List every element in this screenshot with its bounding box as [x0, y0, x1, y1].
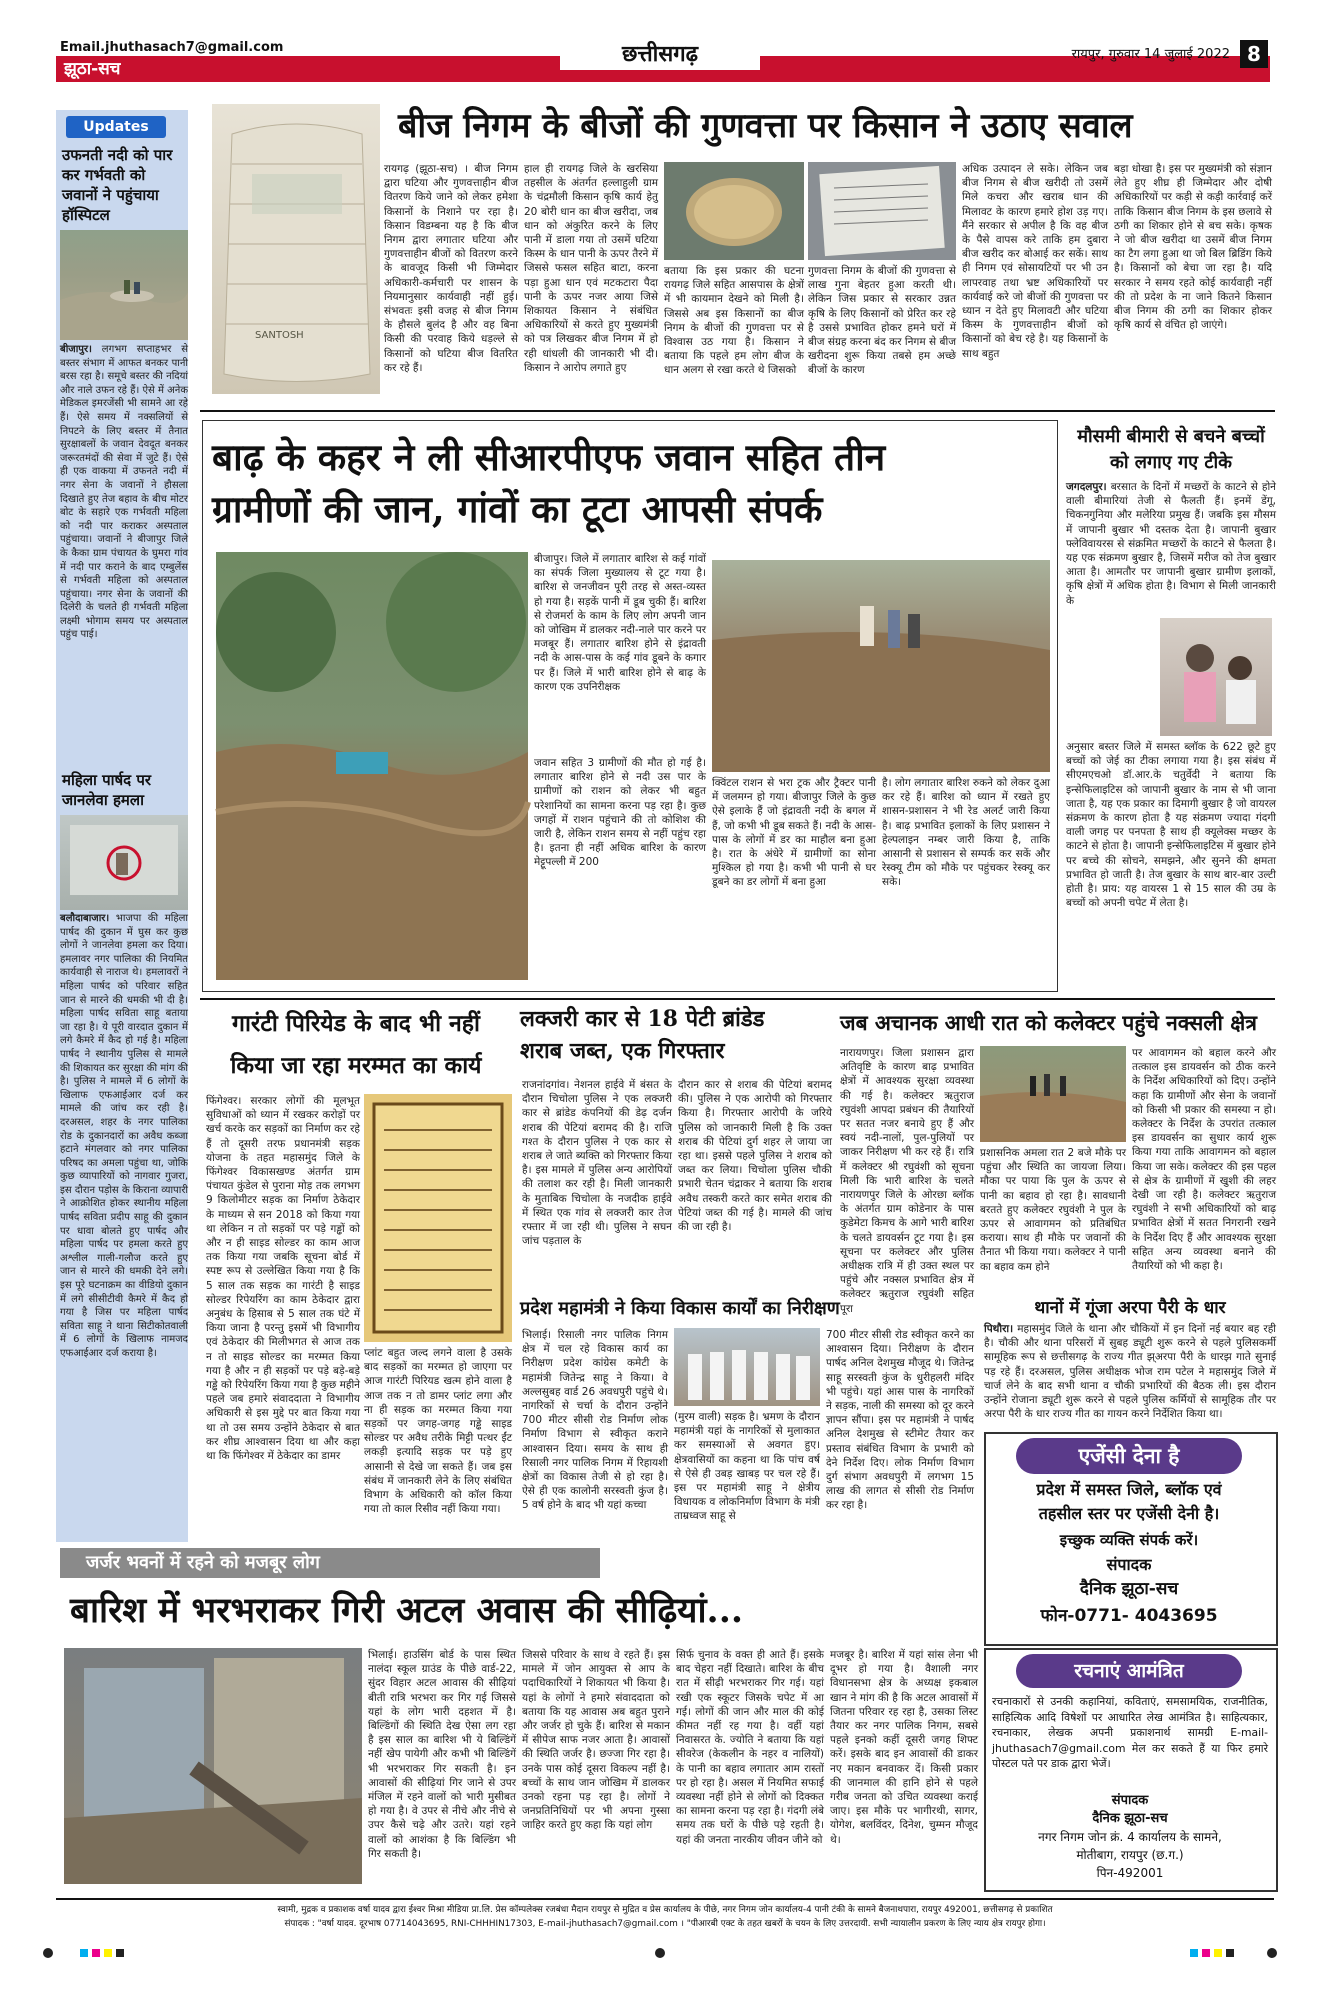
atal-photo [64, 1648, 362, 1884]
agency-ad-line1: प्रदेश में समस्त जिले, ब्लॉक एवं [1036, 1480, 1222, 1499]
updates-story1-dateline: बीजापुर। [60, 344, 92, 355]
vaccine-photo [1160, 618, 1272, 736]
section-title: छत्तीसगढ़ [560, 40, 760, 70]
vaccine-body1-narrow [1066, 620, 1156, 738]
agency-ad-line2: तहसील स्तर पर एजेंसी देनी है। [1038, 1504, 1220, 1523]
registration-marks [40, 1945, 1280, 1959]
guarantee-col2: प्लांट बहुत जल्द लगने वाला है उसके बाद सड़कों का मरम्मत हो जाएगा पर आज गारंटी पिरियड खत्म होने वाला है आज तक न तो डामर प्लांट लगा और ना ही सड़क का मरम्मत किया गया सड़कों पर जगह-जगह गड्ढे साइड सोल्डर पर अवैध तरीके मिट्टी पत्थर ईंट लकड़ी इत्यादि सड़क पर पड़े हुए आसानी से देखे जा सकते हैं। जब इस संबंध में जानकारी लेने के लिए संबंधित विभाग के अधिकारी को कॉल किया गया तो काल रिसीव नहीं किया गया। [364, 1347, 512, 1516]
seeds-col5: अधिक उत्पादन ले सके। लेकिन जब बीज निगम से बीज खरीदी तो उसमें मिले कचरा और खराब धान की मिलावट के कारण हमारे होश उड़ गए। मैंने सरकार से अपील है कि वह बीज के पैसे वापस करे ताकि हम दुबारा बीज खरीद कर बोआई कर सकें। साथ ही निगम एवं सोसायटियों पर भी उन लापरवाह तथा भ्रष्ट अधिकारियों पर कार्यवाई करे जो बीजों की गुणवत्ता पर ध्यान न देते हुए मिलावटी और घटिया किस्म के गुणवत्ताहीन बीजों को किसानों को बेच रहे है। यह किसानों के साथ बहुत [962, 163, 1108, 360]
liquor-headline-line2: शराब जब्त, एक गिरफ्तार [520, 1038, 725, 1064]
collector-col1: नारायणपुर। जिला प्रशासन द्वारा अतिवृष्टि के कारण बाढ़ प्रभावित क्षेत्रों में आवश्यक सुरक्षा व्यवस्था की गई है। कलेक्टर ऋतुराज रघुवंशी आपदा प्रबंधन की तैयारियों पर सतत नजर बनाये हुए हैं और स्वयं नदी-नालों, पुल-पुलियों पर जाकर निरीक्षण भी कर रहे हैं। रात्रि में कलेक्टर श्री रघुवंशी को सूचना मिली कि भारी बारिश के चलते नारायणपुर जिले के ओरछा ब्लॉक के अंतर्गत ग्राम कोडेनार के पास कुडेमेटा किमच के आगे भारी बारिश के चलते डायवर्सन टूट गया है। इस सूचना पर कलेक्टर और पुलिस अधीक्षक रात्रि में ही उक्त स्थल पर पहुंचे और नक्सल प्रभावित क्षेत्र में कलेक्टर ऋतुराज रघुवंशी सहित पूरा [840, 1047, 974, 1315]
mayor-col3: 700 मीटर सीसी रोड स्वीकृत करने का आश्वासन दिया। निरीक्षण के दौरान पार्षद अनिल देशमुख मौजूद थे। जितेन्द्र साहू सरस्वती कुंज के धुरीहलरी मंदिर भी पहुंचे। यहां आस पास के नागरिकों ने सड़क, नाली की समस्या को दूर करने ज्ञापन सौंपा। इस पर महामंत्री ने पार्षद अनिल देशमुख से स्टीमेट तैयार कर प्रस्ताव संबंधित विभाग के प्रभारी को देने निर्देश दिए। लोक निर्माण विभाग दुर्ग संभाग अवधपुरी में लगभग 15 लाख की लागत से सीसी रोड निर्माण कर रहा है। [826, 1329, 974, 1512]
collector-headline: जब अचानक आधी रात को कलेक्टर पहुंचे नक्सली क्षेत्र [840, 1010, 1257, 1035]
guarantee-board-photo [364, 1094, 512, 1342]
agency-ad-phone: फोन-0771- 4043695 [1040, 1606, 1218, 1626]
seed-sack-print: SANTOSH [255, 330, 304, 341]
thana-body: पिथौरा। महासमुंद जिले के थाना और चौकियों में इन दिनों नई बयार बह रही है। चौकी और थाना परिसरों में सुबह ड्यूटी शुरू करने से पहले पुलिसकर्मी सामूहिक रूप से छत्तीसगढ़ के राज्य गीत झ्अरपा पैरी के धारझ गाते सुनाई पड़ रहे हैं। दरअसल, पुलिस अधीक्षक भोज राम पटेल ने महासमुंद जिले में चार्ज लेने के बाद सभी थाना व चौकी प्रभारियों की बैठक ली। इस दौरान उन्होंने रोजाना ड्यूटी शुरू करने से पहले पुलिस कर्मियों से सामूहिक तौर पर अरपा पैरी के धार राज्य गीत का गायन करने निर्देशित किया था। [984, 1323, 1276, 1421]
vaccine-body1: जगदलपुर। बरसात के दिनों में मच्छरों के काटने से होने वाली बीमारियां तेजी से फैलती हैं। इनमें डेंगू, चिकनगुनिया और मलेरिया प्रमुख हैं। जबकि इस मौसम में जापानी बुखार भी दस्तक देता है। जापानी बुखार फ्लेविवायरस से संक्रमित मच्छरों के काटने से फैलता है। यह एक संक्रमण बुखार है, जिसमें मरीज को तेज बुखार आता है। आमतौर पर जापानी बुखार ग्रामीण इलाकों, कृषि क्षेत्रों में अधिक होता है। विभाग से मिली जानकारी के [1066, 481, 1276, 607]
footer-line2: संपादक : "वर्षा यादव. दूरभाष 07714043695, RNI-CHHHIN17303, E-mail-jhuthasach7@gmail.com । "पीआरबी एक्ट के तहत खबरों के चयन के लिए उत्तरदायी. सभी न्यायालीन प्रकरण के लिए न्याय क्षेत्र रायपुर होगा। [284, 1919, 1046, 1929]
header-email: Email.jhuthasach7@gmail.com [60, 40, 284, 55]
atal-headline: बारिश में भरभराकर गिरी अटल अवास की सीढ़ियां... [70, 1590, 744, 1631]
collector-col3: पर आवागमन को बहाल करने और तत्काल इस डायवर्सन को ठीक करने के निर्देश अधिकारियों को दिए। उन्होंने कहा कि ग्रामीणों और सेना के जवानों को किसी भी प्रकार की समस्या न हो। कलेक्टर के निर्देश के उपरांत तत्काल इस डायवर्सन का सुधार कार्य शुरू किया गया ताकि आवागमन को बहाल किया जा सके। कलेक्टर की इस पहल से क्षेत्र के ग्रामीणों में खुशी की लहर देखी जा रही है। कलेक्टर ऋतुराज रघुवंशी ने सभी अधिकारियों को बाढ़ प्रभावित क्षेत्रों में सतत निगरानी रखने के निर्देश दिए हैं और आवश्यक सुरक्षा सहित अन्य व्यवस्था बनाने की तैयारियों को भी कहा है। [1132, 1047, 1276, 1273]
updates-story2-headline: महिला पार्षद पर जानलेवा हमला [62, 771, 152, 809]
guarantee-col1: फिंगेश्वर। सरकार लोगों की मूलभूत सुविधाओं को ध्यान में रखकर करोड़ों पर खर्च करके कर सड़कों का निर्माण कर रहे हैं तो दूसरी तरफ प्रधानमंत्री सड़क योजना के तहत महासमुंद जिले के फिंगेश्वर विकासखण्ड अंतर्गत ग्राम पंचायत कुंडेल से पुराना मोड़ तक लगभग 9 किलोमीटर सड़क का निर्माण ठेकेदार के माध्यम से सन 2018 को किया गया था लेकिन न तो सड़कों पर पड़े गड्ढों को और न ही साइड सोल्डर का काम आज तक किया गया जबकि सूचना बोर्ड में स्पष्ट रूप से उल्लेखित किया गया है कि 5 साल तक सड़क का गारंटी है साइड सोल्डर रिपेयरिंग का काम ठेकेदार द्वारा अनुबंध के हिसाब से 5 साल तक घंटे में किया जाना है परन्तु इसमें भी विभागीय एवं ठेकेदार की मिलीभगत से आज तक न तो साइड सोल्डर का मरम्मत किया गया है और न ही सड़कों पर पड़े बड़े-बड़े गड्ढे को रिपेयरिंग किया गया है कुछ महीने पहले जब हमारे संवाददाता ने विभागीय अधिकारी से इस मुद्दे पर बात किया गया था तो उस समय उन्होंने ठेकेदार से बात कर शीघ्र आश्वासन दिया था और कहा था कि फिंगेश्वर में ठेकेदार का डामर [206, 1095, 360, 1463]
rachnaye-ad-paper: दैनिक झूठा-सच [1092, 1811, 1168, 1826]
footer-rule [56, 1898, 1274, 1900]
page-number: 8 [1240, 40, 1268, 68]
liquor-col1: राजनांदगांव। नेशनल हाईवे में बंसत के दौरान चिचोला पुलिस ने एक लक्जरी कार से ब्रांडेड कंपनियों की डेढ़ दर्जन शराब की पेटियां बरामद की है। राजि गश्त के दौरान पुलिस ने एक कार से शराब ले जाते ब्यक्ति को गिरफ्तार किया है। इस मामले में पुलिस अन्य आरोपियों की तलाश कर रही है। मिली जानकारी के मुताबिक चिचोला के नजदीक हाईवे में स्थित एक गांव से लक्जरी कार तेज रफ्तार में जा रही थी। पुलिस ने सघन जांच पड़ताल के [522, 1079, 672, 1248]
atal-col4: मजबूर है। बारिश में यहां सांस लेना भी दूभर हो गया है। वैशाली नगर विधानसभा क्षेत्र के अध्यक्ष इकबाल खान ने मांग की है कि अटल आवासों में जितना परिवार रह रहा है, उसका लिस्ट तैयार कर नगर पालिक निगम, सबसे पहले इनको कहीं दूसरी जगह शिफ्ट करें। इसके बाद इन आवासों की डाकर नए मकान बनवाकर दें। किसी प्रकार की जानमाल की हानि होने से पहले गरीब जनता को उचित व्यवस्था कराई जाए। इस मौके पर भागीरथी, सागर, योगेश, बलविंदर, दिनेश, चुम्मन मौजूद थे। [830, 1649, 978, 1846]
rachnaye-ad-pin: पिन-492001 [1096, 1866, 1164, 1880]
footer-line1: स्वामी, मुद्रक व प्रकाशक वर्षा यादव द्वारा ईश्वर मिश्रा मीडिया प्रा.लि. प्रेस कॉम्पलेक्स रजबंधा मैदान रायपुर से मुद्रित व प्रेस कार्यालय के पीछे, नगर निगम जोन कार्यालय-4 पानी टंकी के सामने बैजनाथपारा, रायपुर 492001, छत्तीसगढ़ से प्रकाशित [277, 1905, 1053, 1915]
flood-headline-line2: ग्रामीणों की जान, गांवों का टूटा आपसी संपर्क [212, 487, 823, 531]
seeds-col3: बताया कि इस प्रकार की घटना रायगढ़ जिले सहित आसपास के क्षेत्रों में भी कायमान देखने को मिली है। जिससे अब इस किसानों का बीज निगम के बीजों की गुणवत्ता पर से विश्वास उठ गया है। किसान ने बताया कि पहले हम लोग बीज के धान अलग से रखा करते थे जिसको [664, 265, 804, 377]
atal-kicker: जर्जर भवनों में रहने को मजबूर लोग [86, 1552, 320, 1573]
flood-col3: है। लोग लगातार बारिश रुकने को लेकर दुआ कर रहे हैं। बारिश को ध्यान में रखते हुए शासन-प्रशासन ने भी रेड अलर्ट जारी किया है। बाढ़ प्रभावित इलाकों के लिए प्रशासन ने हेल्पलाइन नम्बर जारी किया है, ताकि आसानी से प्रशासन से सम्पर्क कर सकें और रेस्क्यू टीम को मौके पर पहुंचकर रेस्क्यू कर सके। [882, 777, 1050, 889]
seeds-col2: हाल ही रायगढ़ जिले के खरसिया तहसील के अंतर्गत हल्लाहुली ग्राम के चंद्रमौली किसान कृषि कार्य हेतु 20 बोरी धान का बीज खरीदा, जब धान को अंकुरित करने के लिए पानी में डाला गया तो उसमें घटिया किस्म के धान पानी के ऊपर तैरने में जिससे फसल सहित बाटा, करना पड़ा हुआ धान एवं मटकटारा पैदा पानी के ऊपर नजर आया जिसे शिकायत किसान ने संबंधित अधिकारियों से करते हुए मुख्यमंत्री को पत्र लिखकर बीज निगम में हो रही धांधली की जानकारी भी दी। किसान ने आरोप लगाते हुए [524, 163, 658, 374]
rachnaye-ad-body: रचनाकारों से उनकी कहानियां, कविताएं, समसामयिक, राजनीतिक, साहित्यिक आदि विषेशों पर आधारित लेख आमंत्रित है। साहित्यकार, रचनाकार, लेखक अपनी प्रकाशनार्थ सामग्री E-mail-jhuthasach7@gmail.com मेल कर सकते हैं या फिर हमारे पोस्टल पते पर डाक द्वारा भेजें। [992, 1695, 1268, 1770]
liquor-headline-line1: लक्जरी कार से 18 पेटी ब्रांडेड [520, 1006, 765, 1032]
guarantee-headline-line1: गारंटी पिरियेड के बाद भी नहीं [232, 1010, 480, 1037]
guarantee-headline-line2: किया जा रहा मरम्मत का कार्य [230, 1052, 482, 1079]
divider-mid [200, 998, 1275, 1000]
thana-dateline: पिथौरा। [984, 1323, 1014, 1335]
atal-col3: सिर्फ चुनाव के वक्त ही आते हैं। इसके बाद चेहरा नहीं दिखाते। बारिश के बीच रात में सीढ़ी भरभराकर गिर गई। यहां रखी एक स्कूटर जिसके चपेट में आ गई। लोगों की जान और माल की कोई कीमत नहीं रह गया है। वहीं यहां निवासरत के. ज्योति ने बताया कि यहां सीवरेज (केकलीन के नहर व नालियों) के पानी का बहाव लगातार आम रास्तों पर हो रहा है। असल में नियमित सफाई व्यवस्था नहीं होने से लोगों को दिक्कत का सामना करना पड़ रहा है। गंदगी लंबे समय तक घरों के पीछे पड़े रहती है। यहां की जनता नारकीय जीवन जीने को [676, 1649, 824, 1846]
agency-ad-title: एजेंसी देना है [1078, 1444, 1180, 1468]
seeds-col4: गुणवत्ता निगम के बीजों की गुणवत्ता से लाख गुना बेहतर हुआ करती थी। लेकिन जिस प्रकार से सरकार उन्नत कृषि के लिए किसानों को प्रेरित कर रहे है उससे प्रभावित होकर हमने घरों में बीज संग्रह करना बंद कर निगम से बीज खरीदना शुरू किया तबसे हम अच्छे बीजों के कारण [808, 265, 956, 377]
seed-grain-photo [664, 162, 804, 260]
flood-col2: क्विंटल राशन से भरा ट्रक और ट्रैक्टर पानी में जलमग्न हो गया। बीजापुर जिले के कुछ ऐसे इलाके हैं जो इंद्रावती नदी के बगल में हैं, जो कभी भी डूब सकते हैं। नदी के आस-पास के लोगों में डर का माहौल बना हुआ है। रात के अंधेरे में ग्रामीणों का सोना मुश्किल हो गया है। कभी भी पानी से घर डूबने का डर लोगों में बना हुआ [712, 777, 876, 889]
vaccine-headline: मौसमी बीमारी से बचने बच्चों को लगाए गए टीके [1077, 426, 1265, 473]
mayor-col1: भिलाई। रिसाली नगर पालिक निगम क्षेत्र में चल रहे विकास कार्य का निरीक्षण प्रदेश कांग्रेस कमेटी के महामंत्री जितेन्द्र साहू ने किया। वे अल्लसुबह वार्ड 26 अवधपुरी पहुंचे थे। नागरिकों से चर्चा के दौरान उन्होंने 700 मीटर सीसी रोड निर्माण लोक निर्माण विभाग से स्वीकृत कराने आश्वासन दिया। समय के साथ ही रिसाली नगर पालिक निगम में रिहायशी क्षेत्रों का विकास तेजी से हो रहा है। ऐसे ही एक कालोनी सरस्वती कुंज है। 5 वर्ष होने के बाद भी यहां कच्चा [522, 1329, 668, 1512]
updates-story1-photo [60, 230, 188, 340]
flood-col1: बीजापुर। जिले में लगातार बारिश से कई गांवों का संपर्क जिला मुख्यालय से टूट गया है। बारिश से जनजीवन पूरी तरह से अस्त-व्यस्त हो गया है। सड़कें पानी में डूब चुकी हैं। बारिश से रोजमर्रा के काम के लिए लोग अपनी जान को जोखिम में डालकर नदी-नाले पार करने पर मजबूर हैं। लगातार बारिश होने से इंद्रावती नदी के आस-पास के कई गांव डूबने के कगार पर हैं। जिले में भारी बारिश होने से बाढ़ के कारण एक उपनिरीक्षक [534, 553, 706, 693]
masthead-label: झूठा-सच [64, 59, 121, 79]
thana-headline: थानों में गूंजा अरपा पैरी के धार [1034, 1298, 1226, 1318]
seed-bill-photo [808, 162, 956, 260]
mayor-headline: प्रदेश महामंत्री ने किया विकास कार्यों का निरीक्षण [520, 1298, 840, 1319]
updates-story2-body: बलौदाबाजार। भाजपा की महिला पार्षद की दुकान में घुस कर कुछ लोगों ने जानलेवा हमला कर दिया। हमलावर नगर पालिका की नियमित कार्यवाही से नाराज थे। हमलावरों ने महिला पार्षद को परिवार सहित जान से मारने की धमकी भी दी है। महिला पार्षद सविता साहू बताया जा रहा है। ये पूरी वारदात दुकान में लगे कैमरे में कैद हो गई है। महिला पार्षद ने स्थानीय पुलिस से मामले की शिकायत कर सुरक्षा की मांग की है। पुलिस ने मामले में 6 लोगों के खिलाफ एफआईआर दर्ज कर मामले की जांच कर रही है। दरअसल, शहर के नगर पालिका रोड के दुकानदारों का अवैध कब्जा हटाने मंगलवार को नगर पालिका परिषद का अमला पहुंचा था, जोकि कुछ व्यापारियों को नागवार गुजरा, इस दौरान पड़ोस के किराना व्यापारी ने आक्रोशित होकर स्थानीय महिला पार्षद सविता प्रदीप साहू की दुकान पर धावा बोलते हुए पार्षद और महिला पार्षद पर हमला करते हुए अश्लील गाली-गलौज करते हुए जान से मारने की धमकी देने लगे। इस पूरे घटनाक्रम का वीडियो दुकान में लगे सीसीटीवी कैमरे में कैद हो गया है जिस पर महिला पार्षद सविता साहू ने थाना सिटीकोतवाली में 6 लोगों के खिलाफ नामजद एफआईआर दर्ज कराया है। [60, 913, 188, 1359]
atal-col1: भिलाई। हाउसिंग बोर्ड के पास स्थित नालंदा स्कूल ग्राउंड के पीछे वार्ड-22, सुंदर विहार अटल आवास की सीढ़ियां बीती रात्रि भरभरा कर गिर गई जिससे यहां के लोग भारी दहशत में है। बिल्डिंगों की स्थिति देख ऐसा लग रहा है इस साल का बारिश भी ये बिल्डिंगें नहीं खेप पायेगी और कभी भी बिल्डिंगें भी भरभराकर गिर सकती है। इन आवासों की सीढ़ियां गिर जाने से उपर मंजिल में रहने वालों को भारी मुसीबत हो गया है। वे उपर से नीचे और नीचे से उपर कैसे चढ़े और उतरे। यहां रहने वालों को आशंका है कि बिल्डिंग भी गिर सकती है। [368, 1649, 516, 1860]
seeds-headline: बीज निगम के बीजों की गुणवत्ता पर किसान ने उठाए सवाल [398, 106, 1133, 146]
flood-headline-line1: बाढ़ के कहर ने ली सीआरपीएफ जवान सहित तीन [212, 435, 886, 479]
atal-col2: जिससे परिवार के साथ वे रहते हैं। इस मामले में जोन आयुक्त से आप के पदाधिकारियों ने शिकायत भी किया है। यहां के लोगों ने हमारे संवाददाता को बताया कि यह आवास अब बहुत पुराने और जर्जर हो चुके हैं। बारिश से मकान में सीपेज साफ नजर आता है। आवासों की स्थिति जर्जर है। छज्जा गिर रहा है। उनके पास कोई दूसरा विकल्प नहीं है। बच्चों के साथ जान जोखिम में डालकर उनको रहना पड़ रहा है। लोगों ने जनप्रतिनिधियों पर भी अपना गुस्सा जाहिर करते हुए कहा कि यहां लोग [522, 1649, 670, 1832]
rachnaye-ad-contact-title: संपादक [1111, 1793, 1149, 1808]
updates-story2-photo [60, 815, 188, 910]
rachnaye-ad-address2: मोतीबाग, रायपुर (छ.ग.) [1076, 1848, 1184, 1862]
mayor-photo [674, 1328, 820, 1406]
mayor-col2: (मुरम वाली) सड़क है। भ्रमण के दौरान महामंत्री यहां के नागरिकों से मुलाकात कर समस्याओं से अवगत हुए। क्षेत्रवासियों का कहना था कि पांच वर्ष से ऐसे ही उबड़ खाबड़ पर चल रहे हैं। इस पर महामंत्री साहू ने क्षेत्रीय विधायक व लोकनिर्माण विभाग के मंत्री ताम्रध्वज साहू से [674, 1411, 820, 1523]
rachnaye-ad-address1: नगर निगम जोन क्रं. 4 कार्यालय के सामने, [1038, 1830, 1222, 1844]
dateline: रायपुर, गुरुवार 14 जुलाई 2022 [1071, 47, 1230, 62]
updates-story1-headline: उफनती नदी को पार कर गर्भवती को जवानों ने पहुंचाया हॉस्पिटल [62, 146, 173, 224]
flood-col1b: जवान सहित 3 ग्रामीणों की मौत हो गई है। लगातार बारिश होने से नदी उस पार के ग्रामीणों को राशन को लेकर भी बहुत परेशानियों का सामना करना पड़ रहा है। कुछ जगहों में राशन पहुंचाने की तो कोशिश की जारी है, लेकिन राशन समय से नहीं पहुंच रहा है। इतना ही नहीं अधिक बारिश के कारण मेट्टूपल्ली में 200 [534, 757, 706, 869]
seeds-col6: बड़ा धोखा है। इस पर मुख्यमंत्री को संज्ञान लेते हुए शीघ्र ही जिम्मेदार और दोषी अधिकारियों पर कड़ी से कड़ी कार्रवाई करें ताकि किसान बीज निगम के इस छलावे से ठगी का शिकार होने से बच सके। कृषक ने जो बीज खरीदा था उसमें बीज निगम का टैग लगा हुआ था जो बिल ब्रिडिंग किये है। किसानों को बेचा जा रहा है। यदि सरकार ने समय रहते कोई कार्यवाही नहीं की तो प्रदेश के ना जाने कितने किसान बीज निगम की ठगी का शिकार होकर कृषि कार्य से वंचित हो जाएंगे। [1114, 163, 1272, 332]
seeds-col1: रायगढ़ (झूठा-सच) । बीज निगम द्वारा घटिया और गुणवत्ताहीन बीज वितरण किये जाने को लेकर हमेशा किसानों के निशाने पर रहा है। किसान विडम्बना यह है कि बीज निगम द्वारा लगातार घटिया और गुणवत्ताहीन बीजों को वितरण करने के बावजूद किसी भी जिम्मेदार अधिकारी-कर्मचारी पर शासन के नियमानुसार कार्यवाही नहीं हुई। संभवतः इसी वजह से बीज निगम के हौसले बुलंद है और वह बिना किसी की परवाह किये धड़ल्ले से किसानों को घटिया बीज वितरित कर रहे हैं। [384, 163, 518, 374]
flood-photo-people [712, 560, 1050, 772]
collector-photo [980, 1046, 1126, 1142]
updates-story2-dateline: बलौदाबाजार। [60, 913, 110, 924]
agency-ad-contact-title: संपादक [1106, 1555, 1152, 1574]
vaccine-dateline: जगदलपुर। [1066, 481, 1107, 493]
seed-sack-photo [212, 104, 380, 394]
collector-col2: प्रशासनिक अमला रात 2 बजे मौके पर पहुंचा और स्थिति का जायजा लिया। मौका पर पाया कि पुल के ऊपर से पानी का बहाव हो रहा है। सावधानी बरतते हुए कलेक्टर रघुवंशी ने पुल के ऊपर से आवागमन को प्रतिबंधित कराया। साथ ही मौके पर जवानों की तैनात भी किया गया। कलेक्टर ने पानी का बहाव कम होने [980, 1147, 1126, 1273]
flood-photo-car [216, 552, 528, 980]
vaccine-body2: अनुसार बस्तर जिले में समस्त ब्लॉक के 622 छूटे हुए बच्चों को जेई का टीका लगाया गया है। इस संबंध में सीएमएचओ डॉ.आर.के चतुर्वेदी ने बताया कि इन्सेफिलाइटिस को जापानी बुखार के नाम से भी जाना जाता है, यह एक प्रकार का दिमागी बुखार है जो वायरल संक्रमण के कारण होता है यह संक्रमण ज्यादा गंदगी वाली जगह पर पनपता है साथ ही क्यूलेक्स मच्छर के काटने से होता है। जापानी इन्सेफिलाइटिस में बुखार होने पर बच्चे की सोचने, समझने, और सुनने की क्षमता प्रभावित हो जाती है। तेज बुखार के साथ बार-बार उल्टी होती है। प्राय: यह वायरस 1 से 15 साल की उम्र के बच्चों को अपनी चपेट में लेता है। [1066, 741, 1276, 910]
liquor-col2: दौरान कार से शराब की पेटियां बरामद की। पुलिस ने एक आरोपी को गिरफ्तार किया है। गिरफ्तार आरोपी के जरिये पुलिस को जानकारी मिली है कि उक्त शराब की पेटियां दुर्ग शहर ले जाया जा रहा था। इससे पहले पुलिस ने शराब को जब्त कर लिया। चिचोला पुलिस चौकी प्रभारी चेतन चंद्राकर ने बताया कि शराब अवैध तस्करी करते कार समेत शराब की पेटियां जब्त की गई है। मामले की जांच की जा रही है। [678, 1079, 832, 1234]
divider-top [200, 410, 1275, 412]
agency-ad-paper: दैनिक झूठा-सच [1079, 1579, 1179, 1599]
updates-tag-label: Updates [83, 119, 149, 135]
updates-story1-body: बीजापुर। लगभग सप्ताहभर से बस्तर संभाग में आफत बनकर पानी बरस रहा है। समूचे बस्तर की नदियां और नाले उफन रहे हैं। ऐसे में अनेक मेडिकल इमरजेंसी भी सामने आ रहे हैं। ऐसे समय में नक्सलियों से निपटने के लिए बस्तर में तैनात सुरक्षाबलों के जवान देवदूत बनकर जरूरतमंदों की सेवा में जुटे हैं। ऐसे ही एक वाकया में उफनते नदी में नगर सेना के जवानों ने हौसला दिखाते हुए तेज बहाव के बीच मोटर बोट के सहारे एक गर्भवती महिला को नदी पार कराकर अस्पताल पहुंचाया। जवानों ने बीजापुर जिले के कैका ग्राम पंचायत के घुमरा गांव में नदी पार कराने के बाद एम्बुलेंस से गर्भवती महिला को अस्पताल पहुंचाया। नगर सेना के जवानों की दिलेरी के चलते ही गर्भवती महिला लक्ष्मी भोगाम समय पर अस्पताल पहुंच पाई। [60, 344, 189, 641]
agency-ad-line3: इच्छुक व्यक्ति संपर्क करें। [1059, 1531, 1199, 1549]
rachnaye-ad-title: रचनाएं आमंत्रित [1074, 1660, 1184, 1682]
